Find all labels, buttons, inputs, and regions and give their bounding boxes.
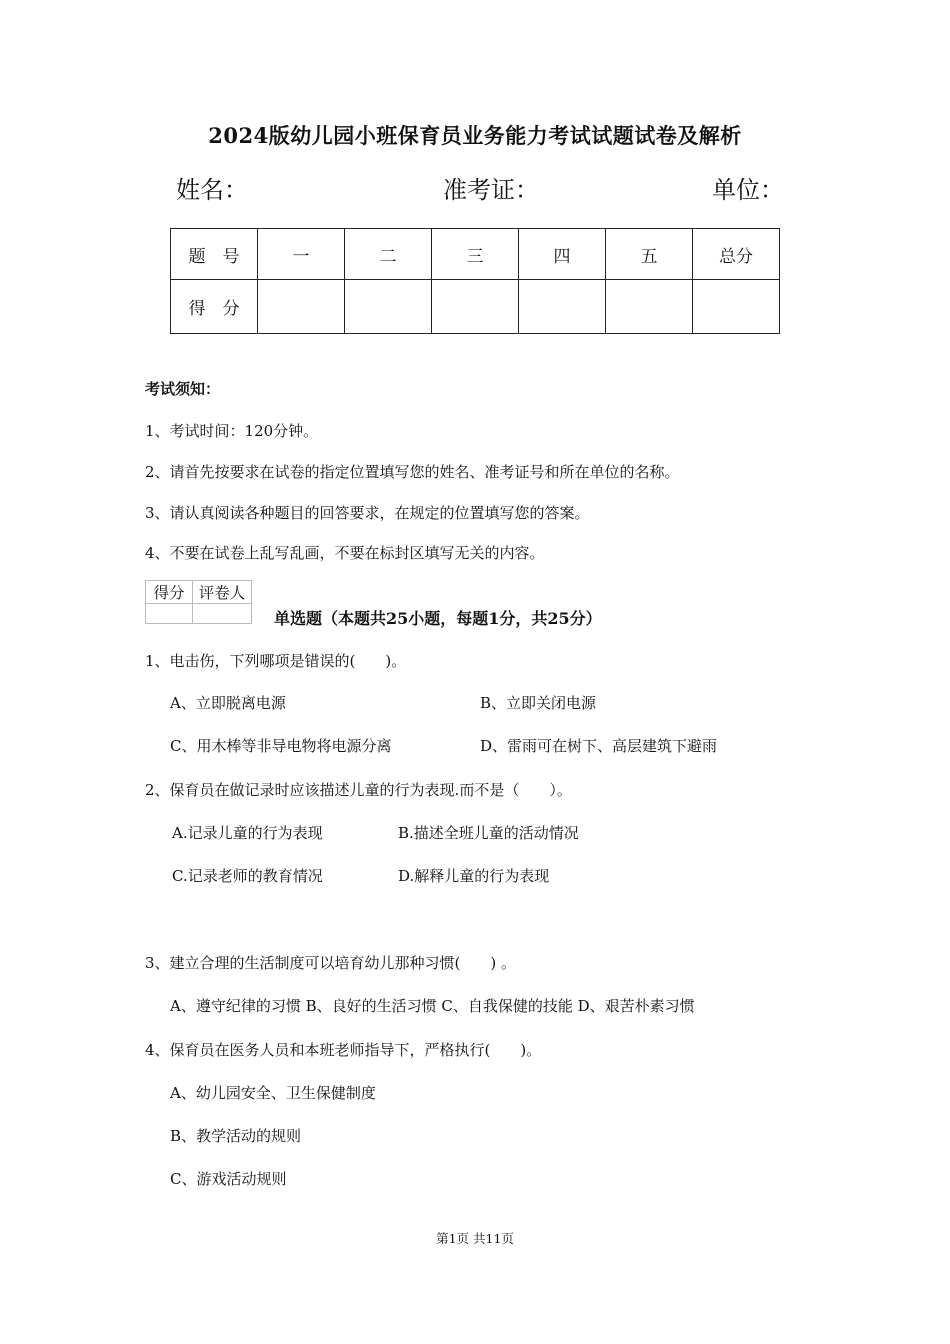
question-option: C、用木棒等非导电物将电源分离 <box>170 737 392 755</box>
question-stem: 1、电击伤，下列哪项是错误的( )。 <box>145 652 407 670</box>
score-table-cell: 二 <box>345 229 432 280</box>
question-stem: 2、保育员在做记录时应该描述儿童的行为表现.而不是（ ）。 <box>145 781 572 799</box>
score-input-cell[interactable] <box>606 280 693 334</box>
score-input-cell[interactable] <box>519 280 606 334</box>
grader-score-label: 得分 <box>146 581 193 604</box>
page-footer: 第1页 共11页 <box>436 1231 514 1246</box>
grader-score-input[interactable] <box>146 604 193 624</box>
score-table-cell: 一 <box>258 229 345 280</box>
grader-name-label: 评卷人 <box>193 581 252 604</box>
notice-item: 1、考试时间：120分钟。 <box>145 422 319 440</box>
notice-item: 2、请首先按要求在试卷的指定位置填写您的姓名、准考证号和所在单位的名称。 <box>145 463 680 481</box>
score-table-cell: 得 分 <box>171 280 258 334</box>
score-table-cell: 三 <box>432 229 519 280</box>
unit-field-label: 单位： <box>712 176 784 204</box>
grader-name-input[interactable] <box>193 604 252 624</box>
notice-item: 4、不要在试卷上乱写乱画，不要在标封区填写无关的内容。 <box>145 544 545 562</box>
question-option: B、教学活动的规则 <box>170 1127 302 1145</box>
section-title: 单选题（本题共25小题，每题1分，共25分） <box>274 609 602 628</box>
question-option: C、游戏活动规则 <box>170 1170 287 1188</box>
question-option: C.记录老师的教育情况 <box>172 867 323 885</box>
exam-id-field-label: 准考证： <box>443 176 539 204</box>
score-input-cell[interactable] <box>258 280 345 334</box>
score-table-header-row <box>171 229 780 280</box>
score-table <box>170 228 780 334</box>
score-table-cell: 四 <box>519 229 606 280</box>
score-table-cell: 题 号 <box>171 229 258 280</box>
score-input-cell[interactable] <box>693 280 780 334</box>
question-option: A、幼儿园安全、卫生保健制度 <box>170 1084 376 1102</box>
question-options-line: A、遵守纪律的习惯 B、良好的生活习惯 C、自我保健的技能 D、艰苦朴素习惯 <box>170 997 695 1015</box>
question-option: B、立即关闭电源 <box>480 694 597 712</box>
name-field-label: 姓名： <box>176 176 248 204</box>
score-table-score-row <box>171 280 780 334</box>
question-stem: 4、保育员在医务人员和本班老师指导下，严格执行( )。 <box>145 1041 542 1059</box>
grader-box <box>145 580 252 624</box>
notice-item: 3、请认真阅读各种题目的回答要求，在规定的位置填写您的答案。 <box>145 504 590 522</box>
notice-heading: 考试须知： <box>145 380 221 398</box>
score-table-cell: 总分 <box>693 229 780 280</box>
question-option: A、立即脱离电源 <box>170 694 286 712</box>
score-table-cell: 五 <box>606 229 693 280</box>
question-option: A.记录儿童的行为表现 <box>172 824 323 842</box>
page-title: 2024版幼儿园小班保育员业务能力考试试题试卷及解析 <box>208 123 742 148</box>
score-input-cell[interactable] <box>345 280 432 334</box>
question-option: D.解释儿童的行为表现 <box>398 867 550 885</box>
question-option: B.描述全班儿童的活动情况 <box>398 824 579 842</box>
question-option: D、雷雨可在树下、高层建筑下避雨 <box>480 737 718 755</box>
question-stem: 3、建立合理的生活制度可以培育幼儿那种习惯( ) 。 <box>145 954 517 972</box>
score-input-cell[interactable] <box>432 280 519 334</box>
